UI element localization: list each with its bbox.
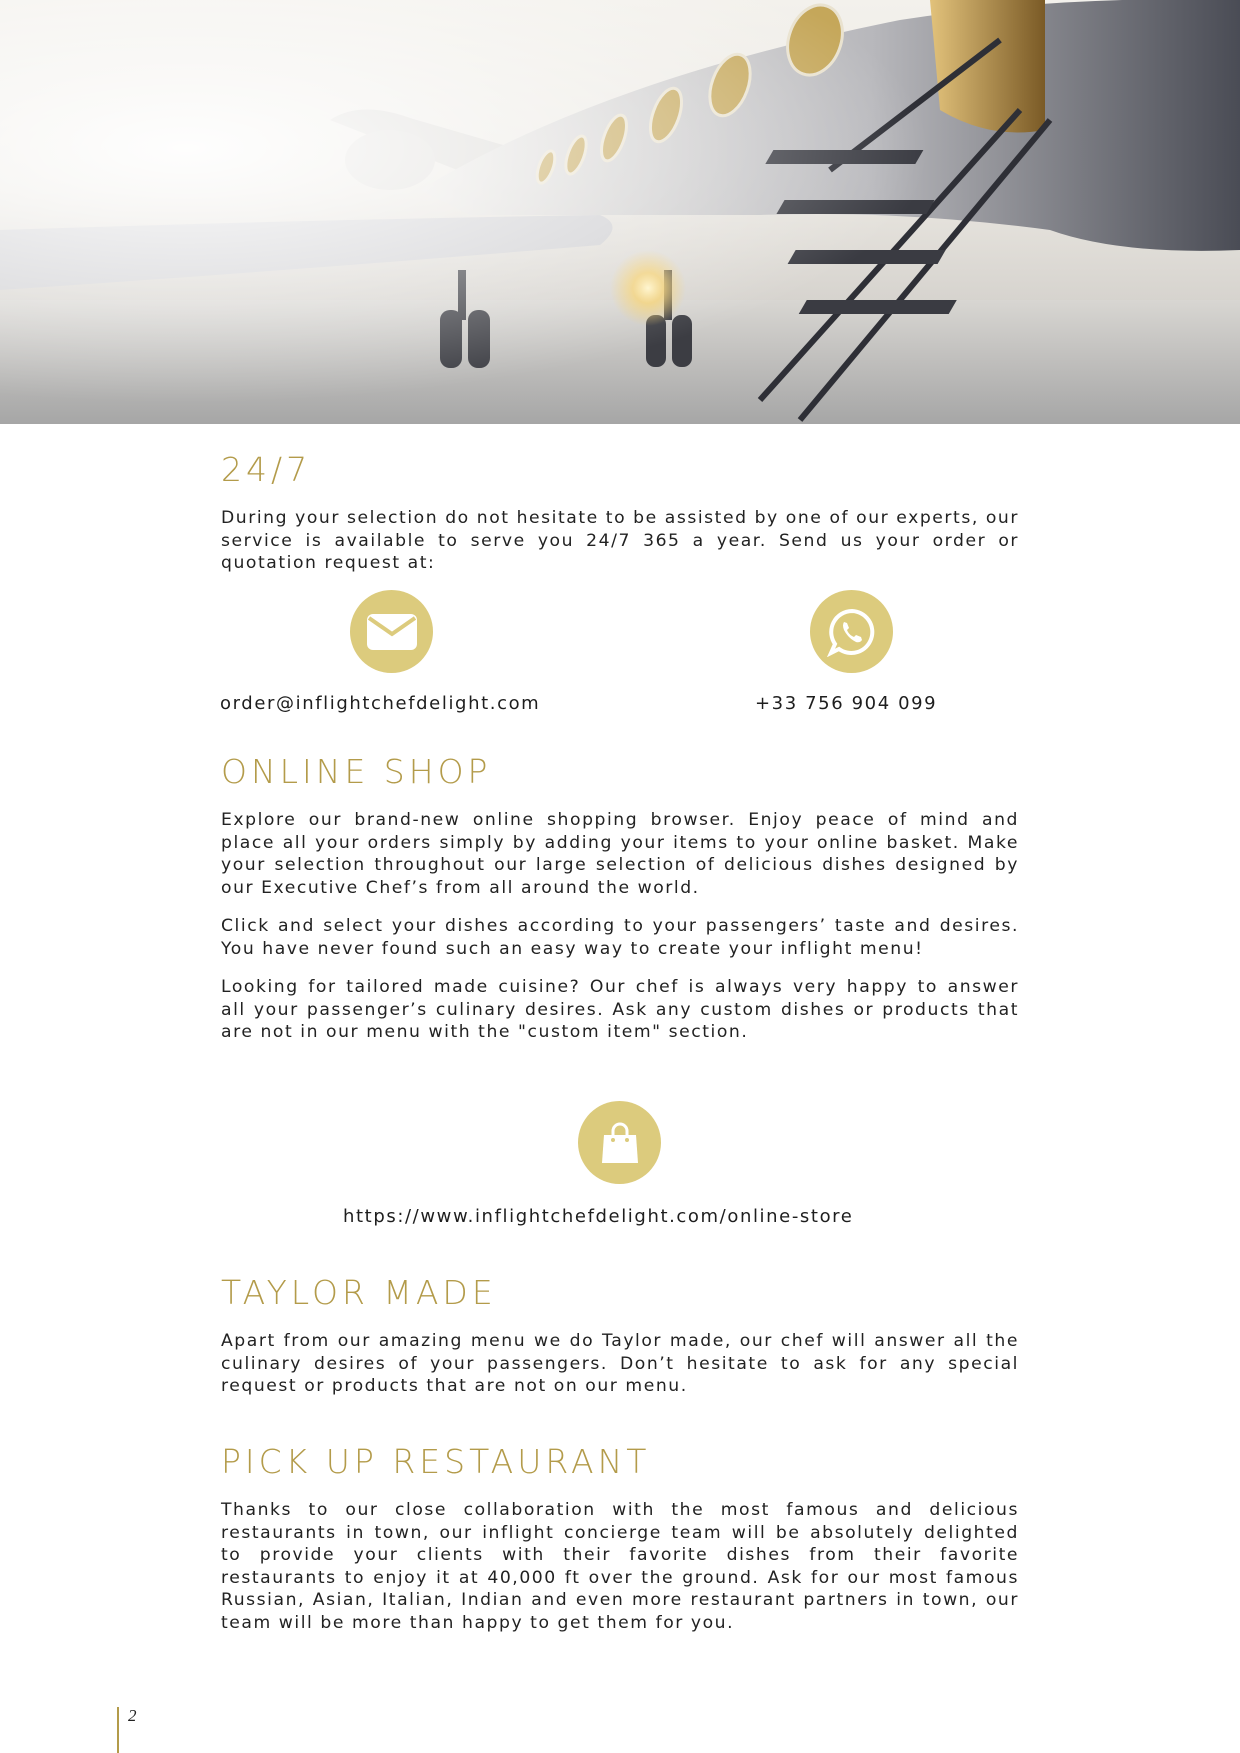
paragraph-24-7: During your selection do not hesitate to be assisted by one of our experts, our service is available to serve you 24/7 365 a year. Send us your order or quotation request at: <box>221 508 1019 573</box>
shop-icon-circle[interactable] <box>578 1101 661 1184</box>
email-icon-circle[interactable] <box>350 590 433 673</box>
section-taylor-made <box>221 1273 1019 1398</box>
hero-jet-image <box>0 0 1240 424</box>
page-number: 2 <box>128 1706 137 1725</box>
private-jet-photo <box>0 0 1240 424</box>
phone-number[interactable]: +33 756 904 099 <box>755 693 938 714</box>
section-title-pick-up-restaurant: PICK UP RESTAURANT <box>221 1442 651 1481</box>
section-pick-up-restaurant <box>221 1442 1019 1634</box>
online-shop-paragraphs <box>221 809 1019 1044</box>
taylor-made-paragraph: Apart from our amazing menu we do Taylor made, our chef will answer all the culinary desires of your passengers. Don’t hesitate to ask for any special request or products that are not on our menu. <box>221 1331 1019 1396</box>
email-link[interactable]: order@inflightchefdelight.com <box>220 693 541 714</box>
page-number-bar <box>117 1707 119 1753</box>
section-title-taylor-made: TAYLOR MADE <box>221 1273 497 1312</box>
envelope-icon <box>367 614 417 650</box>
whatsapp-icon <box>827 607 877 657</box>
section-title-24-7: 24/7 <box>221 450 312 489</box>
online-shop-paragraph-3: Looking for tailored made cuisine? Our chef is always very happy to answer all your passenger’s culinary desires. Ask any custom dishes or products that are not in our menu with the "custom item" section. <box>221 977 1019 1042</box>
online-shop-paragraph-1: Explore our brand-new online shopping browser. Enjoy peace of mind and place all your orders simply by adding your items to your online basket. Make your selection throughout our large selection of delicious dishes designed by our Executive Chef’s from all around the world. <box>221 810 1019 898</box>
section-online-shop <box>221 752 1019 1044</box>
section-24-7 <box>221 450 1019 575</box>
online-store-link[interactable]: https://www.inflightchefdelight.com/online-store <box>343 1206 854 1227</box>
section-title-online-shop: ONLINE SHOP <box>221 752 492 791</box>
whatsapp-icon-circle[interactable] <box>810 590 893 673</box>
shopping-bag-icon <box>600 1121 640 1165</box>
online-shop-paragraph-2: Click and select your dishes according to your passengers’ taste and desires. You have never found such an easy way to create your inflight menu! <box>221 916 1019 959</box>
pick-up-paragraph: Thanks to our close collaboration with the most famous and delicious restaurants in town, our inflight concierge team will be absolutely delighted to provide your clients with their favorite dishes from their favorite restaurants to enjoy it at 40,000 ft over the ground. Ask for our most famous Russian, Asian, Italian, Indian and even more restaurant partners in town, our team will be more than happy to get them for you. <box>221 1500 1019 1633</box>
